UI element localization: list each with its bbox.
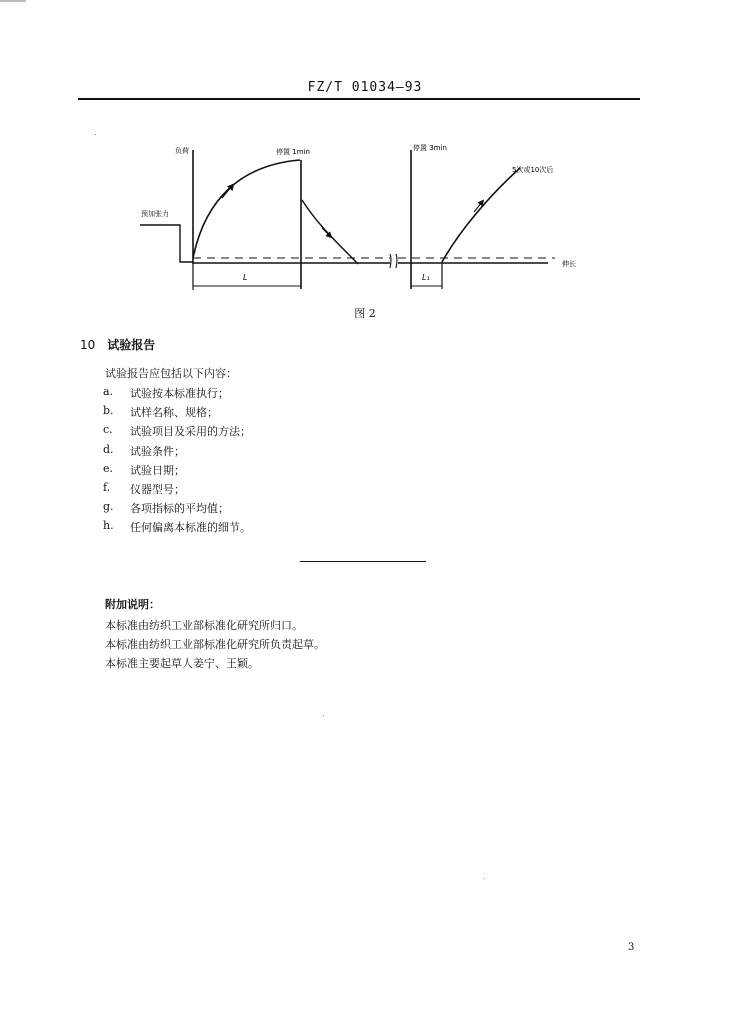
- loading-arrow: [222, 186, 232, 198]
- item-text: 试样名称、规格；: [130, 406, 218, 420]
- notes-title: 附加说明：: [105, 598, 160, 611]
- list-item: [103, 423, 251, 442]
- label-load-axis: 负荷: [175, 147, 189, 155]
- section-heading: [80, 336, 155, 353]
- item-marker: c.: [103, 423, 113, 437]
- section-intro: 试验报告应包括以下内容：: [105, 367, 237, 380]
- label-L1: L₁: [422, 273, 430, 282]
- page-number: 3: [628, 942, 635, 953]
- preload-step: [140, 225, 193, 262]
- item-text: 试验日期；: [130, 463, 185, 477]
- figure-load-elongation-diagram: [0, 0, 730, 300]
- list-item: [103, 385, 251, 404]
- list-item: [103, 481, 251, 500]
- section-number: 10: [80, 338, 96, 352]
- label-cycles: 5次或10次后: [512, 166, 554, 174]
- item-marker: a.: [103, 385, 114, 398]
- unloading-curve: [302, 200, 358, 264]
- item-marker: b.: [103, 404, 114, 418]
- item-text: 试验项目及采用的方法；: [130, 425, 251, 439]
- section-title: 试验报告: [107, 338, 156, 352]
- list-item: [103, 443, 251, 462]
- item-marker: f.: [103, 480, 111, 494]
- label-rest: 停置 3min: [413, 144, 447, 152]
- item-text: 任何偏离本标准的细节。: [130, 521, 251, 535]
- reloading-curve: [442, 168, 520, 262]
- item-marker: h.: [103, 519, 114, 533]
- scan-speck: [484, 878, 485, 879]
- scan-speck: [95, 134, 96, 135]
- list-item: [103, 462, 251, 481]
- item-text: 试验条件；: [130, 444, 185, 458]
- list-item: [103, 404, 251, 423]
- item-marker: g.: [103, 500, 114, 514]
- axis-break-1: [390, 254, 391, 268]
- item-marker: d.: [103, 442, 114, 456]
- figure-caption: 图 2: [354, 307, 376, 320]
- notes-line: 本标准由纺织工业部标准化研究所归口。: [105, 619, 303, 632]
- label-L: L: [243, 273, 248, 282]
- additional-notes: [105, 596, 325, 674]
- notes-line: 本标准主要起草人姜宁、王颖。: [105, 657, 259, 670]
- loading-curve: [193, 160, 300, 258]
- list-item: [103, 519, 251, 538]
- label-preload: 预加张力: [141, 210, 169, 218]
- page-header-code: FZ/T 01034—93: [307, 80, 423, 95]
- scan-speck: [323, 715, 324, 716]
- notes-line: 本标准由纺织工业部标准化研究所负责起草。: [105, 638, 325, 651]
- list-item: [103, 500, 251, 519]
- label-elongation: 伸长: [562, 260, 576, 268]
- section-separator: [300, 561, 426, 562]
- item-text: 各项指标的平均值；: [130, 502, 229, 516]
- item-text: 仪器型号；: [130, 482, 185, 496]
- label-hold: 停置 1min: [276, 148, 310, 156]
- axis-break-2: [396, 254, 397, 268]
- item-marker: e.: [103, 461, 114, 475]
- item-text: 试验按本标准执行；: [130, 387, 229, 400]
- report-items-list: [103, 385, 251, 539]
- unloading-arrow: [322, 228, 330, 236]
